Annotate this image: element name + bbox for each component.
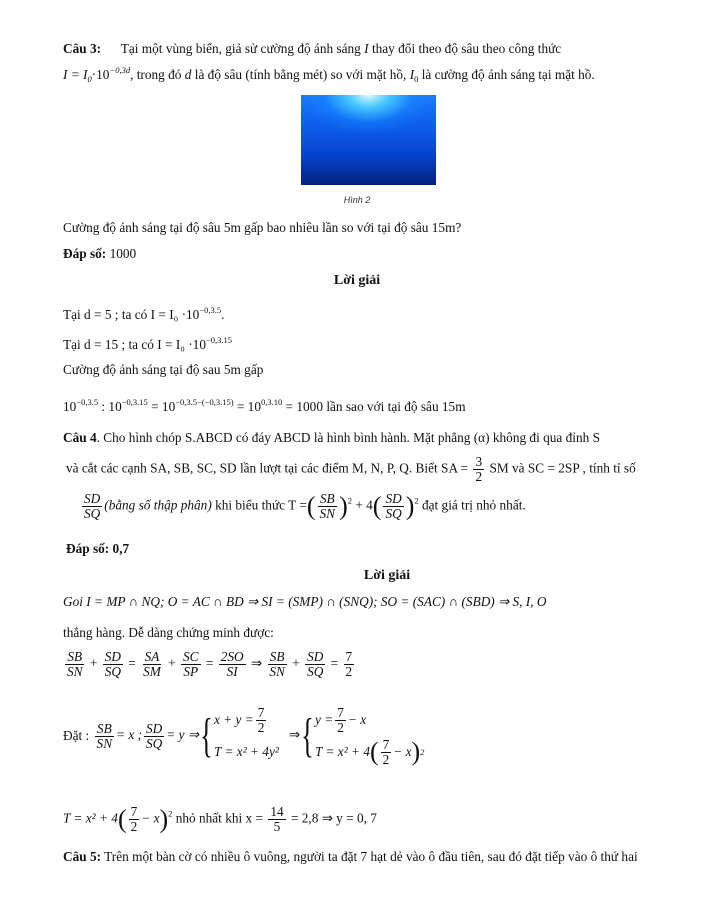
q4-sol-equation [63,650,356,679]
math-operator: ⇒ [247,655,266,671]
q3-answer: Đáp số: 1000 [63,246,137,261]
q4-sol-line2: thẳng hàng. Dễ dàng chứng minh được: [63,625,274,640]
figure-caption: Hình 2 [343,195,371,205]
q3-line2: $I = I_0\cdot 10^{-0,3d}$, trong đó d là độ sâu (tính bằng mét) so với mặt hồ, $I_0$ là cường độ ánh sáng tại mặt hồ. [63,65,595,84]
q4-final-line: T = x² + 4( $\frac{7}{2}$ − x)$^2$ nhỏ nhất khi x = $\frac{14}{5}$ = 2,8 ⇒ y = 0, 7 [63,804,377,834]
fraction: $\frac{SA}{SM}$ [143,649,161,679]
math-operator: = [202,655,217,671]
fraction: $\frac{SC}{SP}$ [183,649,199,679]
q4-line3: $\frac{SD}{SQ}$ (bằng số thập phân) khi biểu thức T =( $\frac{SB}{SN}$ )$^2$ + 4( $\frac{SD}{SQ}$ )$^2$ đạt giá trị nhỏ nhất. [84,491,526,521]
math-operator: = [327,655,342,671]
fraction: $\frac{SD}{SQ}$ [104,649,121,679]
math-operator: + [164,655,179,671]
math-operator: + [288,655,304,671]
q4-line2: và cắt các cạnh SA, SB, SC, SD lần lượt tại các điểm M, N, P, Q. Biết SA = $\frac{3}{2}$ SM và SC = 2SP , tính tỉ số [66,454,636,484]
q3-var-i: I [364,41,369,56]
fraction: $\frac{SD}{SQ}$ [307,649,324,679]
fraction: $\frac{SB}{SN}$ [269,649,285,679]
q3-answer-value: 1000 [109,246,137,261]
q4-dat-line: Đặt : $\frac{SB}{SN}$ = x ; $\frac{SD}{SQ}$ = y ⇒{ x + y = $\frac{7}{2}$ T = x² + 4y² ⇒{ y = $\frac{7}{2}$ − x T = x² + 4 ( $\frac{7}{2}$ − x ) 2 [63,704,425,767]
q3-text-tail: thay đổi theo độ sâu theo công thức [371,41,562,56]
math-operator: + [86,655,101,671]
q3-line1 [63,41,561,57]
q3-sol-line3: Cường độ ánh sáng tại độ sau 5m gấp [63,362,264,377]
q3-sol-line1: Tại d = 5 ; ta có $I = I_0 \cdot 10^{-0,3.5}$. [63,305,225,322]
q5-line1: Câu 5: Trên một bàn cờ có nhiều ô vuông, người ta đặt 7 hạt dẻ vào ô đầu tiên, sau đó đặt tiếp vào ô thứ hai [63,849,638,864]
q4-solution-title: Lời giải [363,568,411,583]
q3-text: Tại một vùng biển, giả sử cường độ ánh sáng [120,41,361,56]
fraction: $\frac{SB}{SN}$ [67,649,83,679]
math-operator: = [124,655,140,671]
q5-label: Câu 5: [63,849,102,864]
fraction: $\frac{7}{2}$ [345,649,353,679]
q4-line1: Câu 4. Cho hình chóp S.ABCD có đáy ABCD là hình bình hành. Mặt phẳng (α) không đi qua đỉnh S [63,430,600,445]
q4-label: Câu 4 [63,430,97,445]
q4-answer: Đáp số: 0,7 [66,541,130,556]
underwater-light-image [301,95,436,185]
q3-sol-line2: Tại d = 15 ; ta có $I = I_0 \cdot 10^{-0,3.15}$ [63,335,233,352]
q3-formula: $I = I_0\cdot 10^{-0,3d}$ [63,65,131,84]
q3-sol-line4: $10^{-0,3.5}$ : $10^{-0,3.15} = 10^{-0,3.5-(-0,3.15)} = 10^{0,3.10} = 1000$ lần sao với tại độ sâu 15m [63,397,466,414]
q3-label: Câu 3: [63,41,102,56]
q4-sol-line1: Goi I = MP ∩ NQ; O = AC ∩ BD ⇒ SI = (SMP) ∩ (SNQ); SO = (SAC) ∩ (SBD) ⇒ S, I, O [63,594,547,609]
fraction: $\frac{2SO}{SI}$ [220,649,244,679]
q3-solution-title: Lời giải [333,273,381,288]
q3-question: Cường độ ánh sáng tại độ sâu 5m gấp bao nhiêu lần so với tại độ sâu 15m? [63,220,462,235]
